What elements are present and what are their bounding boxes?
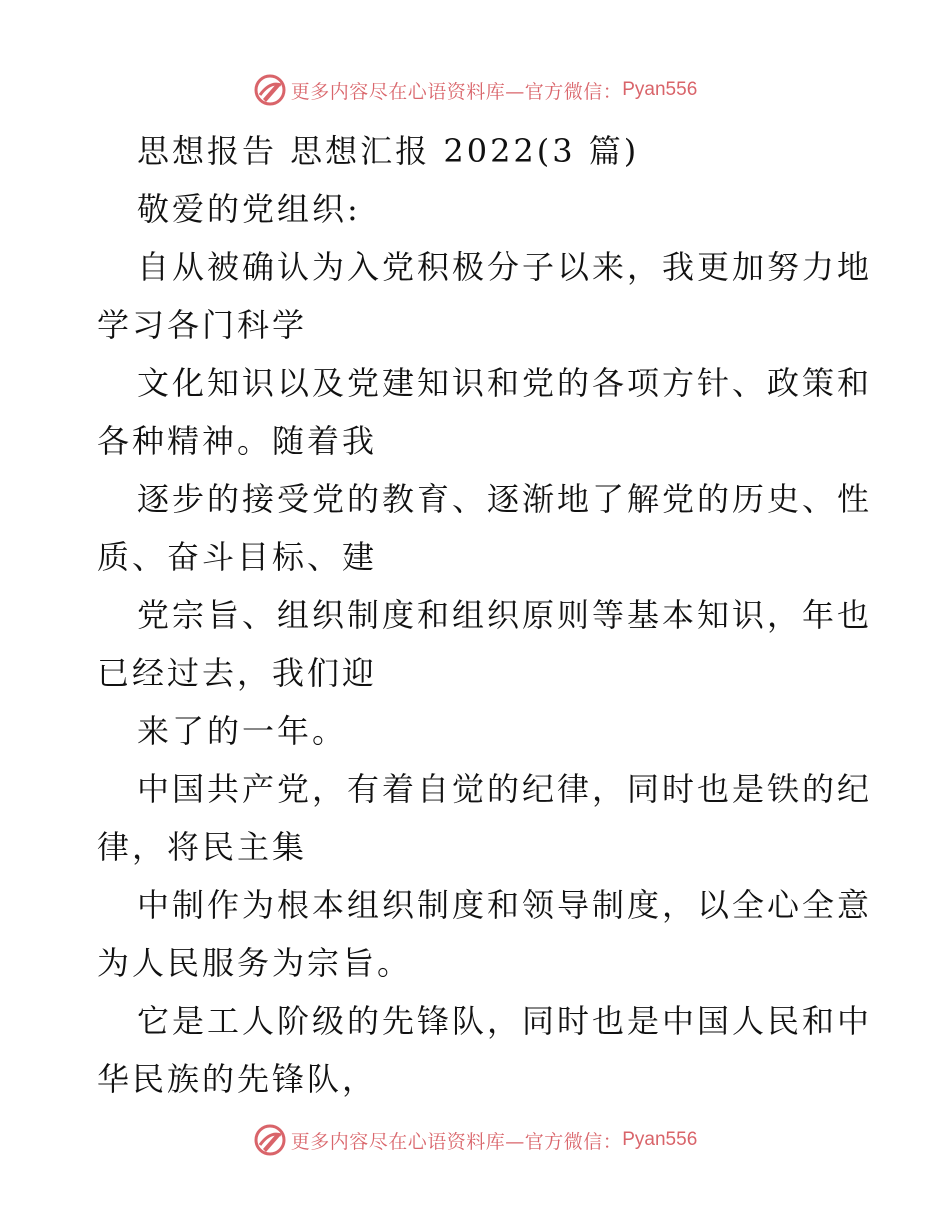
header-watermark <box>0 70 950 110</box>
body-line: 华民族的先锋队， <box>97 1060 378 1098</box>
body-line: 律，将民主集 <box>97 828 308 866</box>
body-line: 为人民服务为宗旨。 <box>97 944 413 982</box>
watermark-text: 更多内容尽在心语资料库—官方微信： <box>290 80 623 103</box>
salutation: 敬爱的党组织: <box>137 190 361 228</box>
body-line: 中国共产党，有着自觉的纪律，同时也是铁的纪 <box>137 770 873 808</box>
body-line: 文化知识以及党建知识和党的各项方针、政策和 <box>137 364 873 402</box>
body-line: 逐步的接受党的教育、逐渐地了解党的历史、性 <box>137 480 873 518</box>
body-line: 自从被确认为入党积极分子以来，我更加努力地 <box>137 248 873 286</box>
body-line: 学习各门科学 <box>97 306 308 344</box>
footer-watermark <box>0 1120 950 1160</box>
document-body <box>97 122 873 1108</box>
body-line: 党宗旨、组织制度和组织原则等基本知识，年也 <box>137 596 873 634</box>
watermark-wechat-id: Pyan556 <box>622 79 698 100</box>
body-line: 中制作为根本组织制度和领导制度，以全心全意 <box>137 886 873 924</box>
body-line: 它是工人阶级的先锋队，同时也是中国人民和中 <box>137 1002 873 1040</box>
body-line: 各种精神。随着我 <box>97 422 378 460</box>
watermark-text: 更多内容尽在心语资料库—官方微信： <box>290 1130 623 1153</box>
body-line: 质、奋斗目标、建 <box>97 538 378 576</box>
book-pen-logo-icon <box>253 1123 287 1157</box>
watermark-wechat-id: Pyan556 <box>622 1129 698 1150</box>
book-pen-logo-icon <box>253 73 287 107</box>
body-line: 来了的一年。 <box>137 712 348 750</box>
document-title: 思想报告 思想汇报 2022(3 篇) <box>137 132 640 170</box>
body-line: 已经过去，我们迎 <box>97 654 378 692</box>
